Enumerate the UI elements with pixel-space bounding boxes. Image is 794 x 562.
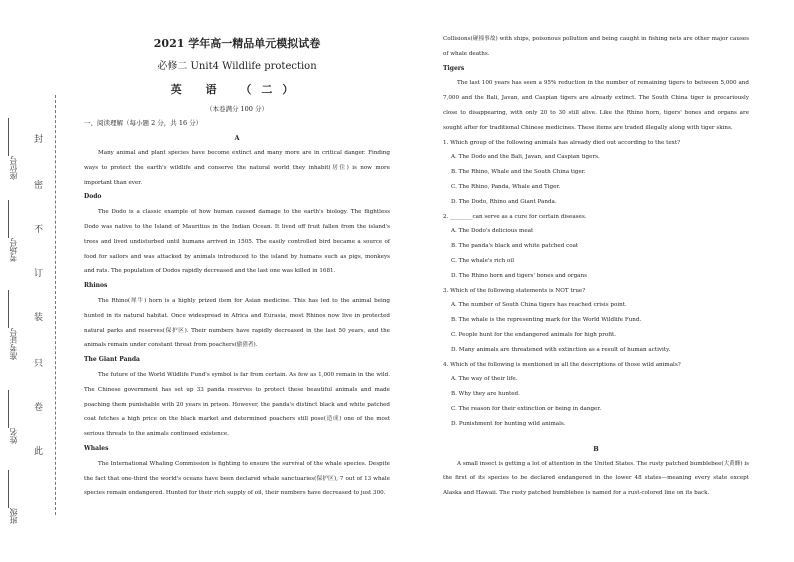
binding-word: 装 xyxy=(34,313,44,323)
question-1: 1. Which group of the following animals has already died out according to the text? xyxy=(443,139,681,146)
paragraph-dodo: The Dodo is a classic example of how human caused damage to the earth's biology. The flightless Dodo was native to the Island of Mauritius in the Indian Ocean. It lived off fruit fallen from the island's trees and lived undisturbed until humans arrived in 1505. The easily controlled bird became a source of food for sailors and was attacked by animals introduced to the island by humans such as pigs, monkeys and rats. The population of Dodos rapidly decreased and the last one was killed in 1681. xyxy=(84,209,390,275)
paragraph-passage-b: A small insect is getting a lot of attention in the United States. The rusty patched bumblebee(大黄蜂) is the first of its species to be declared endangered in the lower 48 states—meaning every state except Alaska and Hawaii. The rusty patched bumblebee is named for a rust-colored line on its back. xyxy=(443,460,749,497)
option[interactable]: C. The whale's rich oil xyxy=(451,257,514,264)
option[interactable]: C. The Rhino, Panda, Whale and Tiger. xyxy=(451,183,561,190)
passage-a-label: A xyxy=(234,134,240,142)
subhead-tigers: Tigers xyxy=(443,64,465,72)
subhead-whales: Whales xyxy=(84,444,109,452)
option[interactable]: D. The Dodo, Rhino and Giant Panda. xyxy=(451,198,557,205)
paragraph-whales: The International Whaling Commission is fighting to ensure the survival of the whale species. Despite the fact that one-third the world's oceans have been declared whale sanctuaries(保护区), 7 out of 13 whale species remain endangered. Hunted for their rich supply of oil, their numbers have decreased to just 300. xyxy=(84,460,390,497)
binding-line xyxy=(55,95,56,515)
paragraph-tigers: The last 100 years has seen a 95% reduction in the number of remaining tigers to between 5,000 and 7,000 and the Bali, Javan, and Caspian tigers are already extinct. The South China tiger is precariously close to disappearing, with only 20 to 30 still alive. Like the Rhino horn, tigers' bones and organs are sought after for traditional Chinese medicines. These items are traded illegally along with tiger skins. xyxy=(443,80,749,131)
passage-b-label: B xyxy=(593,444,599,453)
paragraph-panda: The future of the World Wildlife Fund's symbol is far from certain. As few as 1,000 remain in the wild. The Chinese government has set up 33 panda reserves to protect these beautiful animals and made poaching them punishable with 20 years in prison. However, the panda's distinct black and white patched coat fetches a high price on the black market and determined poachers still pose(造成) one of the most serious threats to the animals continued existence. xyxy=(84,371,390,438)
binding-word: 只 xyxy=(34,359,44,369)
option[interactable]: B. The panda's black and white patched coat xyxy=(451,243,579,250)
option[interactable]: B. The Rhino, Whale and the South China tiger. xyxy=(451,169,586,176)
subhead-panda: The Giant Panda xyxy=(84,356,140,364)
option[interactable]: A. The Dodo's delicious meat xyxy=(451,228,534,235)
question-2: 2. ________can serve as a cure for certain diseases. xyxy=(443,213,587,220)
passage-a-intro: Many animal and plant species have become extinct and many more are in critical danger. Finding ways to protect the earth's wildlife and conserve the natural world they inhabit(居住) is now more important than ever. xyxy=(84,150,390,186)
binding-word: 不 xyxy=(34,225,44,235)
right-column xyxy=(443,32,749,501)
paragraph-whales-cont: Collisions(碰撞事故) with ships, poisonous pollution and being caught in fishing nets are other major causes of whale deaths. xyxy=(443,36,749,57)
left-column xyxy=(84,32,390,501)
option[interactable]: D. Punishment for hunting wild animals. xyxy=(451,420,566,427)
exam-title: 2021 学年高一精品单元模拟试卷 xyxy=(153,37,321,50)
option[interactable]: A. The Dodo and the Bali, Javan, and Caspian tigers. xyxy=(451,154,600,161)
binding-word: 密 xyxy=(34,181,44,191)
subject-title: 英 语 （二） xyxy=(170,83,304,96)
class-field[interactable]: 班级 xyxy=(8,470,19,524)
name-field[interactable]: 姓名 xyxy=(8,390,19,444)
option[interactable]: D. Many animals are threatened with extinction as a result of human activity. xyxy=(451,346,671,353)
option[interactable]: A. The number of South China tigers has reached crisis point. xyxy=(451,302,627,309)
binding-word: 封 xyxy=(34,135,44,145)
admission-number-field[interactable]: 准考证号 xyxy=(8,290,19,360)
binding-word: 此 xyxy=(34,447,44,457)
section-heading: 一、阅读理解（每小题 2 分，共 16 分） xyxy=(84,119,203,127)
binding-word: 卷 xyxy=(34,403,44,413)
exam-subtitle: 必修二 Unit4 Wildlife protection xyxy=(157,61,317,72)
option[interactable]: D. The Rhino horn and tigers' bones and organs xyxy=(451,272,587,279)
option[interactable]: B. Why they are hunted. xyxy=(451,391,520,398)
question-3: 3. Which of the following statements is NOT true? xyxy=(443,287,586,294)
option[interactable]: C. People hunt for the endangered animals for high profit. xyxy=(451,331,617,338)
question-4: 4. Which of the following is mentioned in all the descriptions of those wild animals? xyxy=(443,361,681,368)
seat-number-field[interactable]: 座位号 xyxy=(8,118,19,180)
option[interactable]: A. The way of their life. xyxy=(451,376,518,383)
binding-margin xyxy=(0,0,70,562)
paragraph-rhinos: The Rhino(犀牛) horn is a highly prized item for Asian medicine. This has led to the animal being hunted in its natural habitat. Once widespread in Africa and Eurasia, most Rhinos now live in protected natural parks and reserves(保护区). Their numbers have rapidly decreased in the last 50 years, and the animals remain under constant threat from poachers(偷猎者). xyxy=(84,297,390,349)
exam-room-field[interactable]: 考场号 xyxy=(8,200,19,262)
subhead-rhinos: Rhinos xyxy=(84,282,108,290)
subhead-dodo: Dodo xyxy=(84,193,102,201)
option[interactable]: C. The reason for their extinction or being in danger. xyxy=(451,405,602,412)
score-note: （本卷满分 100 分） xyxy=(205,105,269,113)
binding-word: 订 xyxy=(34,269,44,279)
option[interactable]: B. The whale is the representing mark for the World Wildlife Fund. xyxy=(451,317,642,324)
